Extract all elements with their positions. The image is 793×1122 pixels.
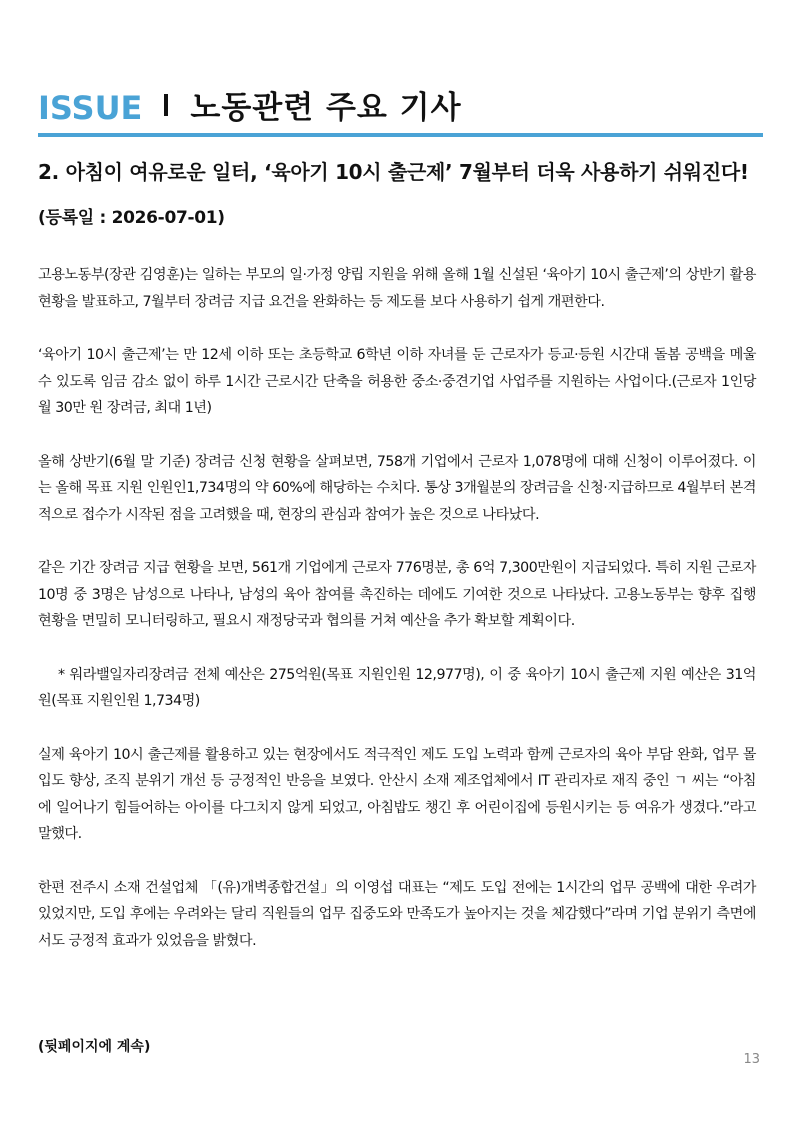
paragraph: ‘육아기 10시 출근제’는 만 12세 이하 또는 초등학교 6학년 이하 자녀를 둔 근로자가 등교·등원 시간대 돌봄 공백을 메울 수 있도록 임금 감소 없이 하루 1시간 근로시간 단축을 허용한 중소·중견기업 사업주를 지원하는 사업이다.(근로자 1인당 월 30만 원 장려금, 최대 1년) [38,347,756,416]
paragraph: 같은 기간 장려금 지급 현황을 보면, 561개 기업에게 근로자 776명분, 총 6억 7,300만원이 지급되었다. 특히 지원 근로자 10명 중 3명은 남성으로 나타나, 남성의 육아 참여를 촉진하는 데에도 기여한 것으로 나타났다. 고용노동부는 향후 집행 현황을 면밀히 모니터링하고, 필요시 재정당국과 협의를 거쳐 예산을 추가 확보할 계획이다. [38,560,756,629]
paragraph: 한편 전주시 소재 건설업체 「(유)개벽종합건설」의 이영섭 대표는 “제도 도입 전에는 1시간의 업무 공백에 대한 우려가 있었지만, 도입 후에는 우려와는 달리 직원들의 업무 집중도와 만족도가 높아지는 것을 체감했다”라며 기업 분위기 측면에서도 긍정적 효과가 있었음을 밝혔다. [38,879,756,949]
article-body [38,262,756,981]
paragraph: 고용노동부(장관 김영훈)는 일하는 부모의 일·가정 양립 지원을 위해 올해 1월 신설된 ‘육아기 10시 출근제’의 상반기 활용 현황을 발표하고, 7월부터 장려금 지급 요건을 완화하는 등 제도를 보다 사용하기 쉽게 개편한다. [38,267,756,310]
header-divider [38,133,763,137]
paragraph: 올해 상반기(6월 말 기준) 장려금 신청 현황을 살펴보면, 758개 기업에서 근로자 1,078명에 대해 신청이 이루어졌다. 이는 올해 목표 지원 인원인1,734명의 약 60%에 해당하는 수치다. 통상 3개월분의 장려금을 신청·지급하므로 4월부터 본격적으로 접수가 시작된 점을 고려했을 때, 현장의 관심과 참여가 높은 것으로 나타났다. [38,453,756,523]
header-separator [164,94,168,116]
article-title [38,150,763,240]
article-date: (등록일 : 2026-07-01) [38,208,225,228]
paragraph: 실제 육아기 10시 출근제를 활용하고 있는 현장에서도 적극적인 제도 도입 노력과 함께 근로자의 육아 부담 완화, 업무 몰입도 향상, 조직 분위기 개선 등 긍정적인 반응을 보였다. 안산시 소재 제조업체에서 IT 관리자로 재직 중인 ㄱ 씨는 “아침에 일어나기 힘들어하는 아이를 다그치지 않게 되었고, 아침밥도 챙긴 후 어린이집에 등원시키는 등 여유가 생겼다.”라고 말했다. [38,746,756,842]
section-title: 노동관련 주요 기사 [190,90,462,126]
budget-note: * 워라밸일자리장려금 전체 예산은 275억원(목표 지원인원 12,977명), 이 중 육아기 10시 출근제 지원 예산은 31억원(목표 지원인원 1,734명) [38,666,756,709]
continued-notice: (뒷페이지에 계속) [38,1039,151,1055]
page-number: 13 [743,1052,760,1067]
article-headline: 2. 아침이 여유로운 일터, ‘육아기 10시 출근제’ 7월부터 더욱 사용하기 쉬워진다! [38,160,749,184]
issue-label: ISSUE [38,89,143,127]
section-header [38,84,763,134]
